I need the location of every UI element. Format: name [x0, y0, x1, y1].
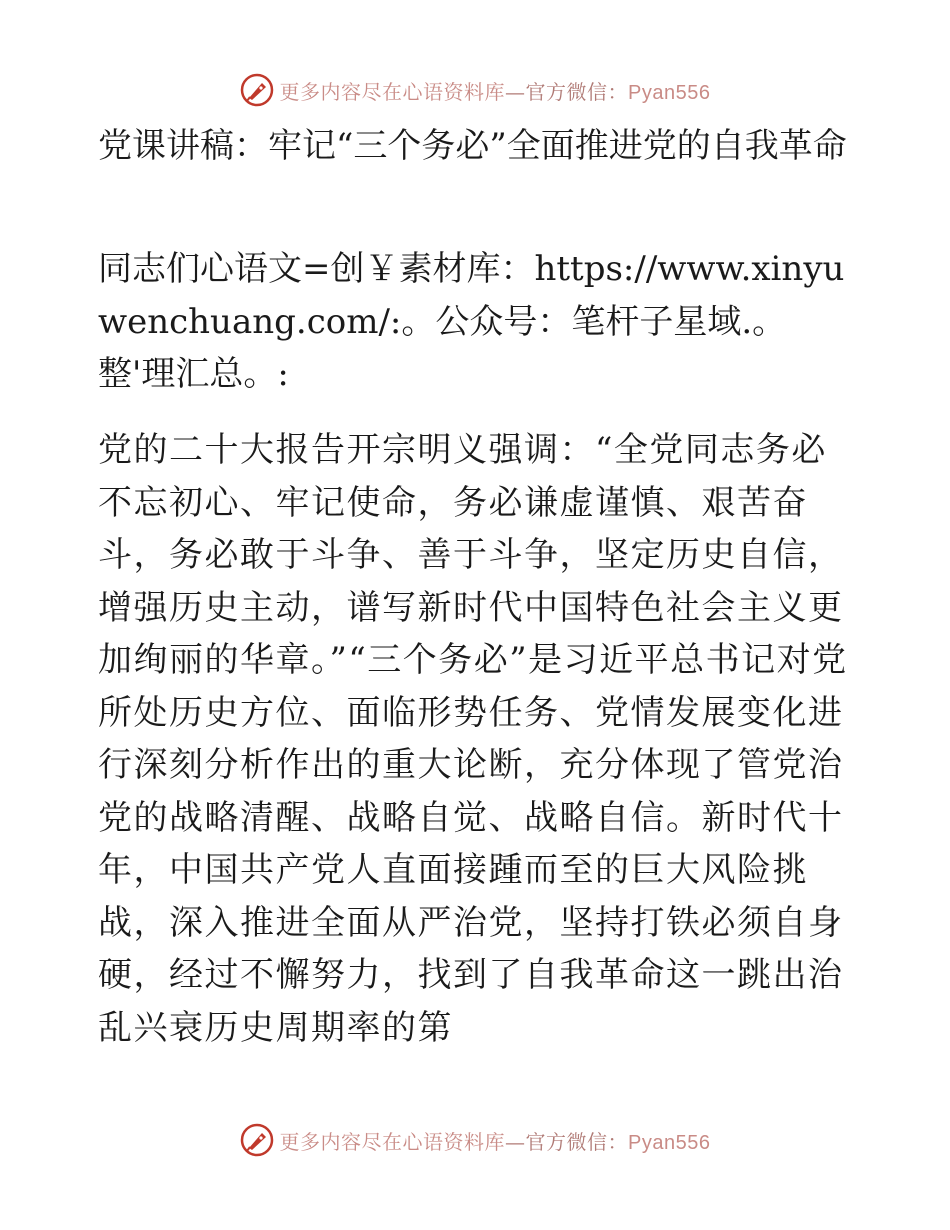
banner-text [280, 76, 711, 105]
document-body-paragraph: 党的二十大报告开宗明义强调：“全党同志务必不忘初心、牢记使命，务必谦虚谨慎、艰苦奋斗，务必敢于斗争、善于斗争，坚定历史自信，增强历史主动，谱写新时代中国特色社会主义更加绚丽的华章。”“三个务必”是习近平总书记对党所处历史方位、面临形势任务、党情发展变化进行深刻分析作出的重大论断，充分体现了管党治党的战略清醒、战略自觉、战略自信。新时代十年，中国共产党人直面接踵而至的巨大风险挑战，深入推进全面从严治党，坚持打铁必须自身硬，经过不懈努力，找到了自我革命这一跳出治乱兴衰历史周期率的第 [98, 430, 848, 1048]
banner-sub-text: 官方微信： [525, 1129, 629, 1154]
document-content [98, 120, 850, 1064]
pen-nib-logo-icon [240, 1123, 274, 1157]
footer-banner-inner [240, 1123, 711, 1157]
banner-main-text: 更多内容尽在心语资料库 [279, 79, 506, 104]
footer-banner [0, 1120, 950, 1160]
banner-text [280, 1126, 711, 1155]
document-meta: 同志们心语文=创￥素材库：https://www.xinyuwenchuang.com/:。公众号：笔杆子星域.。整'理汇总。: [98, 249, 845, 394]
header-banner-inner [240, 73, 711, 107]
banner-separator: — [505, 79, 526, 104]
banner-wechat-id: Pyan556 [628, 81, 711, 104]
document-title: 党课讲稿：牢记“三个务必”全面推进党的自我革命 [98, 126, 847, 166]
banner-separator: — [505, 1129, 526, 1154]
banner-sub-text: 官方微信： [525, 79, 629, 104]
banner-main-text: 更多内容尽在心语资料库 [279, 1129, 506, 1154]
pen-nib-logo-icon [240, 73, 274, 107]
banner-wechat-id: Pyan556 [628, 1131, 711, 1154]
header-banner [0, 70, 950, 110]
